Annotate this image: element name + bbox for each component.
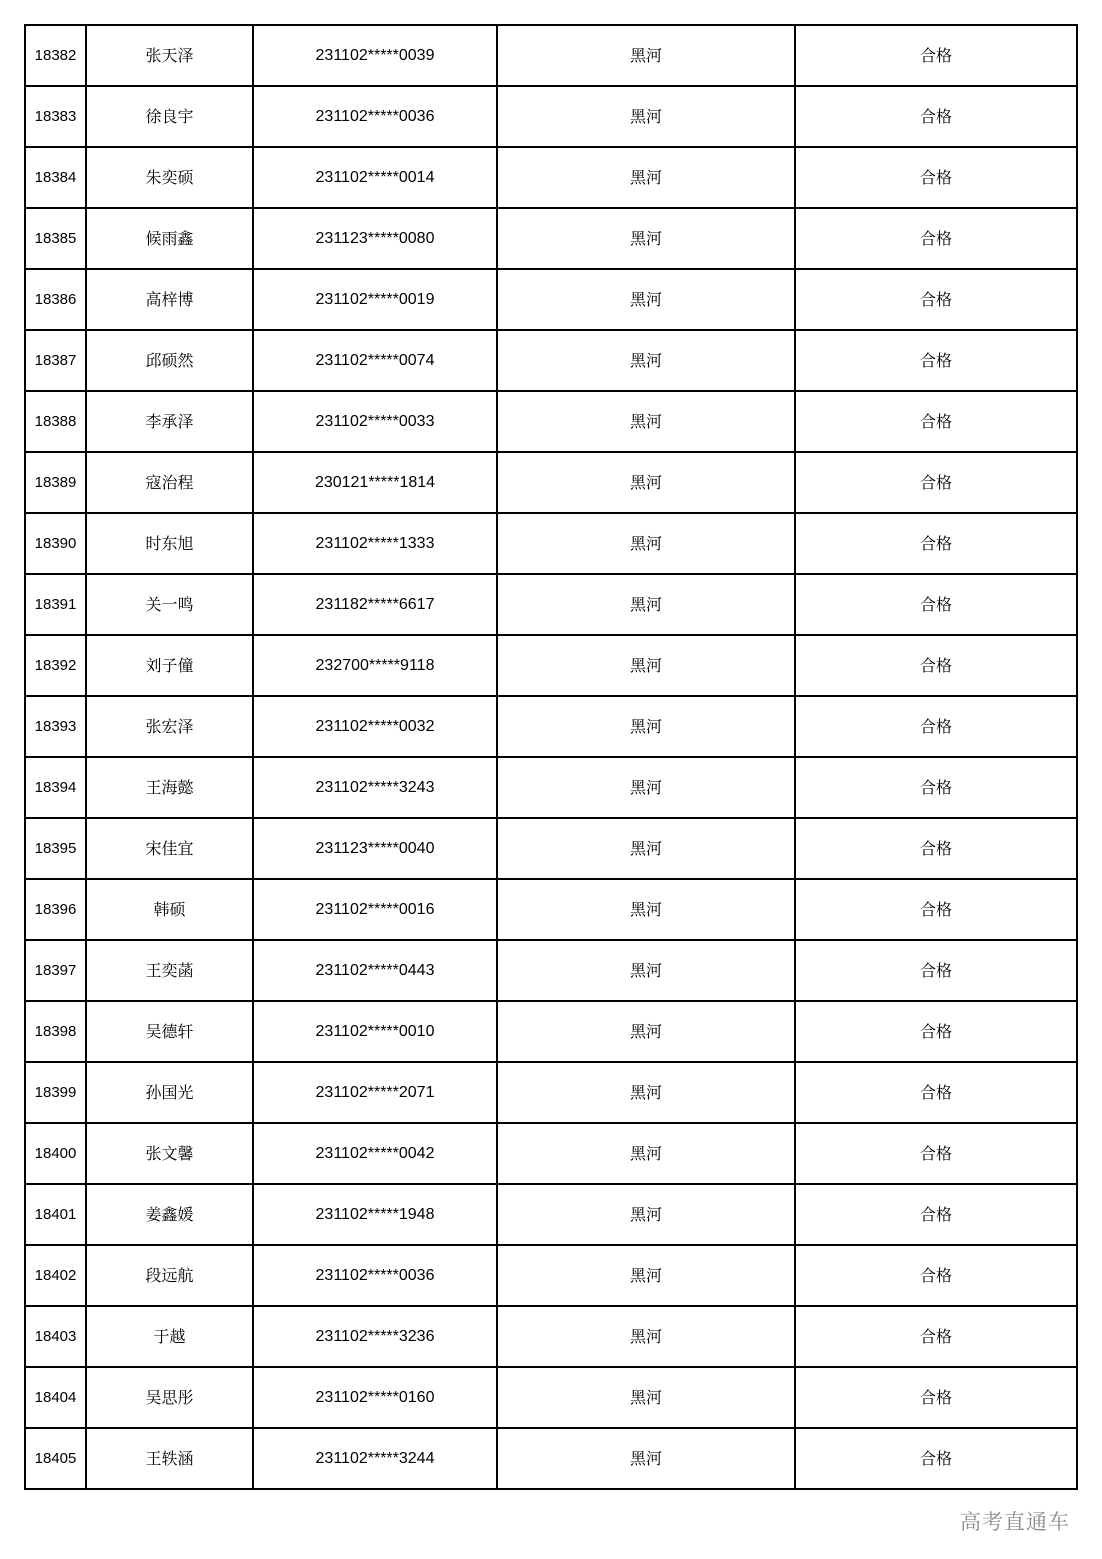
row-number-cell: 18392 [25, 635, 86, 696]
id-number-cell: 231102*****1333 [253, 513, 497, 574]
result-cell: 合格 [795, 86, 1077, 147]
region-cell: 黑河 [497, 635, 795, 696]
result-cell: 合格 [795, 696, 1077, 757]
region-cell: 黑河 [497, 147, 795, 208]
region-cell: 黑河 [497, 86, 795, 147]
id-number-cell: 231102*****0036 [253, 1245, 497, 1306]
name-cell: 张天泽 [86, 25, 253, 86]
region-cell: 黑河 [497, 513, 795, 574]
result-cell: 合格 [795, 818, 1077, 879]
result-cell: 合格 [795, 1001, 1077, 1062]
name-cell: 宋佳宜 [86, 818, 253, 879]
table-row [25, 208, 1077, 269]
id-number-cell: 231102*****3236 [253, 1306, 497, 1367]
row-number-cell: 18389 [25, 452, 86, 513]
table-row [25, 452, 1077, 513]
roster-table-body [25, 25, 1077, 1489]
name-cell: 候雨鑫 [86, 208, 253, 269]
table-row [25, 1367, 1077, 1428]
region-cell: 黑河 [497, 269, 795, 330]
table-row [25, 757, 1077, 818]
result-cell: 合格 [795, 1306, 1077, 1367]
id-number-cell: 231102*****0019 [253, 269, 497, 330]
id-number-cell: 231102*****0042 [253, 1123, 497, 1184]
name-cell: 吴德轩 [86, 1001, 253, 1062]
result-cell: 合格 [795, 1123, 1077, 1184]
table-row [25, 1123, 1077, 1184]
row-number-cell: 18396 [25, 879, 86, 940]
row-number-cell: 18400 [25, 1123, 86, 1184]
table-row [25, 1245, 1077, 1306]
table-row [25, 1428, 1077, 1489]
table-row [25, 1306, 1077, 1367]
row-number-cell: 18394 [25, 757, 86, 818]
table-row [25, 1184, 1077, 1245]
row-number-cell: 18383 [25, 86, 86, 147]
id-number-cell: 231102*****1948 [253, 1184, 497, 1245]
region-cell: 黑河 [497, 1367, 795, 1428]
id-number-cell: 231102*****0014 [253, 147, 497, 208]
table-row [25, 269, 1077, 330]
name-cell: 徐良宇 [86, 86, 253, 147]
id-number-cell: 231102*****0074 [253, 330, 497, 391]
row-number-cell: 18399 [25, 1062, 86, 1123]
table-row [25, 696, 1077, 757]
result-cell: 合格 [795, 879, 1077, 940]
region-cell: 黑河 [497, 330, 795, 391]
row-number-cell: 18401 [25, 1184, 86, 1245]
table-row [25, 330, 1077, 391]
roster-sheet [24, 24, 1076, 1533]
id-number-cell: 231102*****0016 [253, 879, 497, 940]
table-row [25, 1001, 1077, 1062]
result-cell: 合格 [795, 574, 1077, 635]
name-cell: 王奕菡 [86, 940, 253, 1001]
table-row [25, 147, 1077, 208]
result-cell: 合格 [795, 1428, 1077, 1489]
table-row [25, 940, 1077, 1001]
result-cell: 合格 [795, 1184, 1077, 1245]
result-cell: 合格 [795, 269, 1077, 330]
table-row [25, 574, 1077, 635]
row-number-cell: 18393 [25, 696, 86, 757]
row-number-cell: 18384 [25, 147, 86, 208]
id-number-cell: 231102*****3244 [253, 1428, 497, 1489]
region-cell: 黑河 [497, 452, 795, 513]
result-cell: 合格 [795, 1062, 1077, 1123]
id-number-cell: 232700*****9118 [253, 635, 497, 696]
name-cell: 高梓博 [86, 269, 253, 330]
name-cell: 于越 [86, 1306, 253, 1367]
row-number-cell: 18387 [25, 330, 86, 391]
region-cell: 黑河 [497, 879, 795, 940]
table-row [25, 635, 1077, 696]
id-number-cell: 231102*****0039 [253, 25, 497, 86]
id-number-cell: 231123*****0040 [253, 818, 497, 879]
row-number-cell: 18391 [25, 574, 86, 635]
name-cell: 张文馨 [86, 1123, 253, 1184]
region-cell: 黑河 [497, 1001, 795, 1062]
region-cell: 黑河 [497, 1245, 795, 1306]
name-cell: 朱奕硕 [86, 147, 253, 208]
region-cell: 黑河 [497, 940, 795, 1001]
id-number-cell: 231102*****0010 [253, 1001, 497, 1062]
roster-table [24, 24, 1078, 1490]
result-cell: 合格 [795, 635, 1077, 696]
name-cell: 关一鸣 [86, 574, 253, 635]
row-number-cell: 18386 [25, 269, 86, 330]
row-number-cell: 18402 [25, 1245, 86, 1306]
name-cell: 吴思彤 [86, 1367, 253, 1428]
id-number-cell: 231102*****0033 [253, 391, 497, 452]
name-cell: 李承泽 [86, 391, 253, 452]
row-number-cell: 18382 [25, 25, 86, 86]
id-number-cell: 231102*****0036 [253, 86, 497, 147]
result-cell: 合格 [795, 940, 1077, 1001]
watermark-text: 高考直通车 [958, 1506, 1072, 1536]
name-cell: 姜鑫媛 [86, 1184, 253, 1245]
id-number-cell: 231102*****0032 [253, 696, 497, 757]
name-cell: 邱硕然 [86, 330, 253, 391]
row-number-cell: 18405 [25, 1428, 86, 1489]
result-cell: 合格 [795, 208, 1077, 269]
region-cell: 黑河 [497, 757, 795, 818]
name-cell: 时东旭 [86, 513, 253, 574]
result-cell: 合格 [795, 330, 1077, 391]
row-number-cell: 18397 [25, 940, 86, 1001]
result-cell: 合格 [795, 452, 1077, 513]
name-cell: 孙国光 [86, 1062, 253, 1123]
name-cell: 王轶涵 [86, 1428, 253, 1489]
region-cell: 黑河 [497, 818, 795, 879]
table-row [25, 86, 1077, 147]
name-cell: 段远航 [86, 1245, 253, 1306]
row-number-cell: 18390 [25, 513, 86, 574]
row-number-cell: 18403 [25, 1306, 86, 1367]
id-number-cell: 231102*****3243 [253, 757, 497, 818]
region-cell: 黑河 [497, 1062, 795, 1123]
row-number-cell: 18395 [25, 818, 86, 879]
table-row [25, 879, 1077, 940]
id-number-cell: 231102*****0443 [253, 940, 497, 1001]
id-number-cell: 230121*****1814 [253, 452, 497, 513]
table-row [25, 25, 1077, 86]
result-cell: 合格 [795, 1367, 1077, 1428]
region-cell: 黑河 [497, 696, 795, 757]
result-cell: 合格 [795, 757, 1077, 818]
result-cell: 合格 [795, 1245, 1077, 1306]
name-cell: 张宏泽 [86, 696, 253, 757]
region-cell: 黑河 [497, 1184, 795, 1245]
name-cell: 刘子僮 [86, 635, 253, 696]
id-number-cell: 231182*****6617 [253, 574, 497, 635]
row-number-cell: 18404 [25, 1367, 86, 1428]
row-number-cell: 18388 [25, 391, 86, 452]
region-cell: 黑河 [497, 208, 795, 269]
id-number-cell: 231102*****2071 [253, 1062, 497, 1123]
result-cell: 合格 [795, 391, 1077, 452]
result-cell: 合格 [795, 513, 1077, 574]
region-cell: 黑河 [497, 1428, 795, 1489]
id-number-cell: 231123*****0080 [253, 208, 497, 269]
name-cell: 韩硕 [86, 879, 253, 940]
region-cell: 黑河 [497, 1123, 795, 1184]
name-cell: 王海懿 [86, 757, 253, 818]
region-cell: 黑河 [497, 391, 795, 452]
region-cell: 黑河 [497, 574, 795, 635]
table-row [25, 391, 1077, 452]
result-cell: 合格 [795, 25, 1077, 86]
row-number-cell: 18385 [25, 208, 86, 269]
row-number-cell: 18398 [25, 1001, 86, 1062]
region-cell: 黑河 [497, 1306, 795, 1367]
table-row [25, 513, 1077, 574]
table-row [25, 1062, 1077, 1123]
region-cell: 黑河 [497, 25, 795, 86]
name-cell: 寇治程 [86, 452, 253, 513]
result-cell: 合格 [795, 147, 1077, 208]
id-number-cell: 231102*****0160 [253, 1367, 497, 1428]
table-row [25, 818, 1077, 879]
